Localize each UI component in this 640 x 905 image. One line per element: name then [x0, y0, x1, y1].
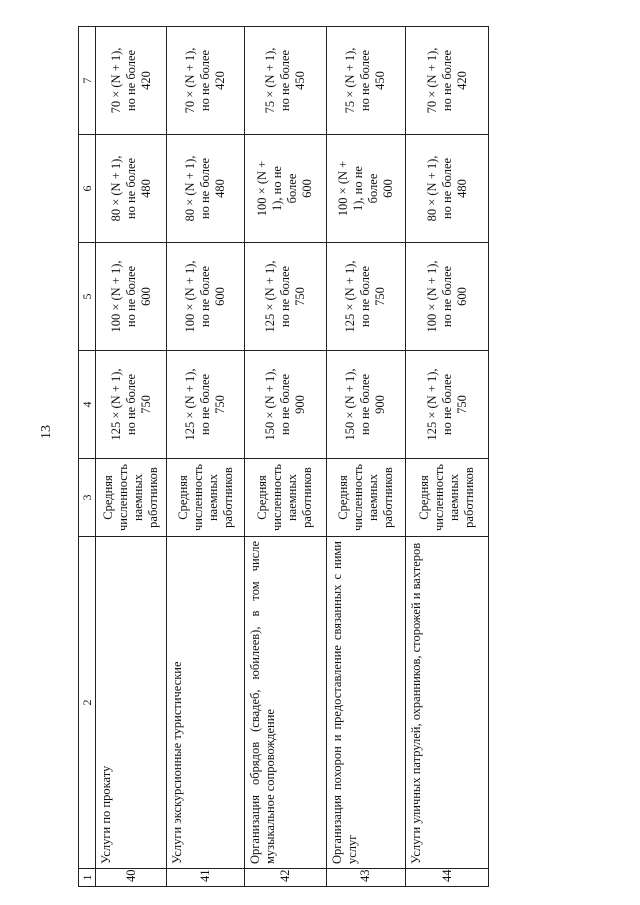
cell-line: 125 × (N + 1),: [343, 260, 358, 333]
cell-line: работников: [300, 467, 315, 528]
cell-line: 150 × (N + 1),: [343, 368, 358, 441]
cell-line: Средняя: [101, 475, 116, 520]
cell-line: 420: [454, 71, 469, 90]
cell-line: но не более: [198, 49, 213, 112]
row-number: 42: [245, 869, 327, 887]
value-cell: [245, 27, 327, 135]
cell-line: но не более: [123, 49, 138, 112]
cell-line: но не более: [439, 157, 454, 220]
cell-line: 100 × (N + 1),: [108, 260, 123, 333]
cell-line: но не более: [277, 265, 292, 328]
cell-line: 480: [213, 179, 228, 198]
cell-line: работников: [220, 467, 235, 528]
cell-line: 1), но не: [270, 166, 285, 211]
header-cell: 3: [79, 459, 96, 537]
cell-line: 125 × (N + 1),: [424, 368, 439, 441]
value-cell: [167, 243, 245, 351]
cell-line: наемных: [131, 473, 146, 522]
row-number: 44: [406, 869, 489, 887]
cell-line: 900: [292, 395, 307, 414]
cell-line: численность: [432, 464, 447, 531]
cell-line: 600: [454, 287, 469, 306]
cell-line: Средняя: [175, 475, 190, 520]
cell-line: работников: [380, 467, 395, 528]
table-row: [326, 27, 406, 887]
service-name: Услуги уличных патрулей, охранников, сторожей и вахтеров: [406, 537, 489, 869]
cell-line: наемных: [285, 473, 300, 522]
cell-line: более: [285, 173, 300, 204]
header-cell: 4: [79, 351, 96, 459]
value-cell: [406, 135, 489, 243]
service-name: Услуги экскурсионные туристические: [167, 537, 245, 869]
cell-line: 600: [138, 287, 153, 306]
value-cell: [167, 135, 245, 243]
table-row: [245, 27, 327, 887]
cell-line: 125 × (N + 1),: [183, 368, 198, 441]
value-cell: [96, 243, 167, 351]
value-cell: [96, 351, 167, 459]
table-row: [167, 27, 245, 887]
cell-line: 480: [454, 179, 469, 198]
value-cell: [406, 243, 489, 351]
cell-line: 600: [300, 179, 315, 198]
cell-line: 480: [138, 179, 153, 198]
cell-line: 70 × (N + 1),: [108, 47, 123, 114]
cell-line: 150 × (N + 1),: [262, 368, 277, 441]
cell-line: работников: [462, 467, 477, 528]
row-number: 41: [167, 869, 245, 887]
cell-line: Средняя: [335, 475, 350, 520]
cell-line: но не более: [198, 157, 213, 220]
cell-line: 75 × (N + 1),: [262, 47, 277, 114]
basis-cell: [245, 459, 327, 537]
cell-line: численность: [270, 464, 285, 531]
service-name: Организация обрядов (свадеб, юбилеев), в том числе музыкальное сопровождение: [245, 537, 327, 869]
cell-line: но не более: [277, 49, 292, 112]
cell-line: но не более: [358, 373, 373, 436]
header-cell: 5: [79, 243, 96, 351]
cell-line: но не более: [439, 373, 454, 436]
cell-line: 70 × (N + 1),: [424, 47, 439, 114]
value-cell: [326, 351, 406, 459]
basis-cell: [326, 459, 406, 537]
cell-line: но не более: [277, 373, 292, 436]
basis-cell: [167, 459, 245, 537]
header-cell: 6: [79, 135, 96, 243]
header-cell: 2: [79, 537, 96, 869]
cell-line: 750: [373, 287, 388, 306]
table-row: [96, 27, 167, 887]
table-row: [406, 27, 489, 887]
cell-line: 420: [213, 71, 228, 90]
cell-line: 750: [292, 287, 307, 306]
cell-line: 80 × (N + 1),: [424, 155, 439, 222]
cell-line: 750: [138, 395, 153, 414]
value-cell: [326, 27, 406, 135]
cell-line: Средняя: [255, 475, 270, 520]
table-rotated-container: [78, 27, 489, 887]
value-cell: [406, 351, 489, 459]
cell-line: 100 × (N + 1),: [183, 260, 198, 333]
value-cell: [245, 243, 327, 351]
cell-line: но не более: [198, 373, 213, 436]
cell-line: наемных: [365, 473, 380, 522]
cell-line: 420: [138, 71, 153, 90]
cell-line: 600: [380, 179, 395, 198]
service-name: Услуги по прокату: [96, 537, 167, 869]
cell-line: 100 × (N +: [335, 160, 350, 217]
cell-line: 1), но не: [350, 166, 365, 211]
cell-line: 750: [213, 395, 228, 414]
header-cell: 7: [79, 27, 96, 135]
cell-line: но не более: [358, 49, 373, 112]
value-cell: [245, 135, 327, 243]
value-cell: [167, 351, 245, 459]
cell-line: 900: [373, 395, 388, 414]
cell-line: наемных: [205, 473, 220, 522]
basis-cell: [406, 459, 489, 537]
cell-line: Средняя: [417, 475, 432, 520]
value-cell: [167, 27, 245, 135]
cell-line: 450: [373, 71, 388, 90]
cell-line: но не более: [123, 373, 138, 436]
cell-line: 600: [213, 287, 228, 306]
value-cell: [96, 135, 167, 243]
cell-line: но не более: [198, 265, 213, 328]
cell-line: 100 × (N + 1),: [424, 260, 439, 333]
cell-line: 750: [454, 395, 469, 414]
cell-line: но не более: [123, 265, 138, 328]
row-number: 40: [96, 869, 167, 887]
cell-line: 450: [292, 71, 307, 90]
cell-line: 125 × (N + 1),: [262, 260, 277, 333]
cell-line: но не более: [439, 49, 454, 112]
service-name: Организация похорон и предоставление связанных с ними услуг: [326, 537, 406, 869]
cell-line: но не более: [123, 157, 138, 220]
value-cell: [326, 243, 406, 351]
value-cell: [406, 27, 489, 135]
cell-line: 100 × (N +: [255, 160, 270, 217]
cell-line: 75 × (N + 1),: [343, 47, 358, 114]
header-cell: 1: [79, 869, 96, 887]
value-cell: [245, 351, 327, 459]
cell-line: но не более: [358, 265, 373, 328]
cell-line: более: [365, 173, 380, 204]
cell-line: но не более: [439, 265, 454, 328]
value-cell: [96, 27, 167, 135]
row-number: 43: [326, 869, 406, 887]
cell-line: численность: [116, 464, 131, 531]
table-body: [96, 27, 489, 887]
cell-line: 125 × (N + 1),: [108, 368, 123, 441]
value-cell: [326, 135, 406, 243]
cell-line: работников: [146, 467, 161, 528]
cell-line: 70 × (N + 1),: [183, 47, 198, 114]
cell-line: наемных: [447, 473, 462, 522]
cell-line: численность: [350, 464, 365, 531]
page-number: 13: [39, 425, 54, 439]
cell-line: 80 × (N + 1),: [183, 155, 198, 222]
basis-cell: [96, 459, 167, 537]
header-row: [79, 27, 96, 887]
cell-line: численность: [190, 464, 205, 531]
cell-line: 80 × (N + 1),: [108, 155, 123, 222]
tariff-table: [78, 26, 489, 887]
